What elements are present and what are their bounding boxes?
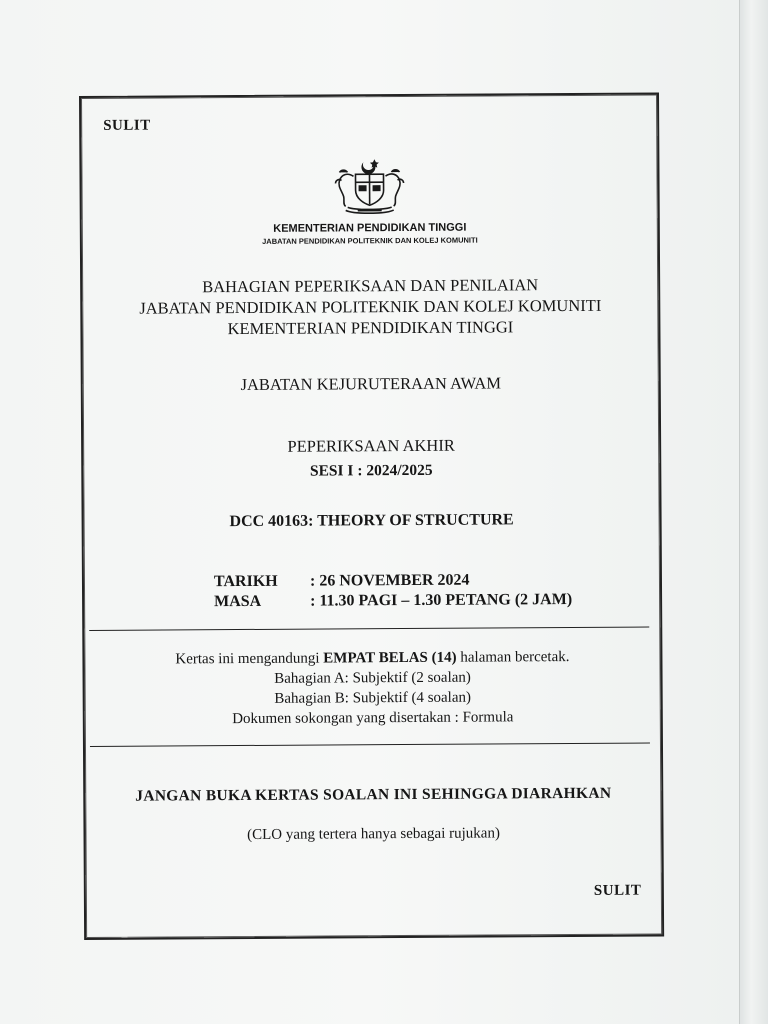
divider-top bbox=[89, 627, 649, 631]
issuer-line-1: BAHAGIAN PEPERIKSAAN DAN PENILAIAN bbox=[202, 275, 539, 297]
clo-note: (CLO yang tertera hanya sebagai rujukan) bbox=[247, 825, 500, 843]
exam-session: SESI I : 2024/2025 bbox=[309, 461, 433, 480]
page-count-suffix: halaman bercetak. bbox=[456, 649, 570, 666]
divider-bottom bbox=[90, 743, 650, 747]
issuer-line-2: JABATAN PENDIDIKAN POLITEKNIK DAN KOLEJ KOMUNITI bbox=[139, 295, 602, 318]
time-value: : 11.30 PAGI – 1.30 PETANG (2 JAM) bbox=[310, 590, 573, 610]
section-b-info: Bahagian B: Subjektif (4 soalan) bbox=[274, 689, 472, 707]
date-label: TARIKH bbox=[213, 572, 278, 591]
classification-bottom: SULIT bbox=[593, 882, 642, 899]
section-a-info: Bahagian A: Subjektif (2 soalan) bbox=[274, 669, 471, 687]
page-count-line bbox=[84, 648, 660, 669]
course-title: DCC 40163: THEORY OF STRUCTURE bbox=[229, 511, 514, 531]
do-not-open-warning: JANGAN BUKA KERTAS SOALAN INI SEHINGGA DIARAHKAN bbox=[135, 784, 612, 805]
classification-top: SULIT bbox=[103, 117, 151, 134]
supporting-documents: Dokumen sokongan yang disertakan : Formula bbox=[232, 709, 514, 728]
time-label: MASA bbox=[214, 592, 262, 611]
date-value: : 26 NOVEMBER 2024 bbox=[309, 571, 470, 590]
ministry-name: KEMENTERIAN PENDIDIKAN TINGGI bbox=[273, 221, 467, 235]
malaysia-coat-of-arms-icon bbox=[327, 154, 411, 224]
page-count-prefix: Kertas ini mengandungi bbox=[175, 650, 324, 668]
page-count-value: EMPAT BELAS (14) bbox=[323, 649, 457, 667]
ministry-department: JABATAN PENDIDIKAN POLITEKNIK DAN KOLEJ KOMUNITI bbox=[262, 235, 478, 246]
issuer-line-3: KEMENTERIAN PENDIDIKAN TINGGI bbox=[227, 317, 514, 339]
cover-frame bbox=[79, 92, 664, 940]
exam-type: PEPERIKSAAN AKHIR bbox=[287, 435, 455, 456]
department-name: JABATAN KEJURUTERAAN AWAM bbox=[240, 373, 502, 395]
next-page-edge bbox=[739, 0, 768, 1024]
